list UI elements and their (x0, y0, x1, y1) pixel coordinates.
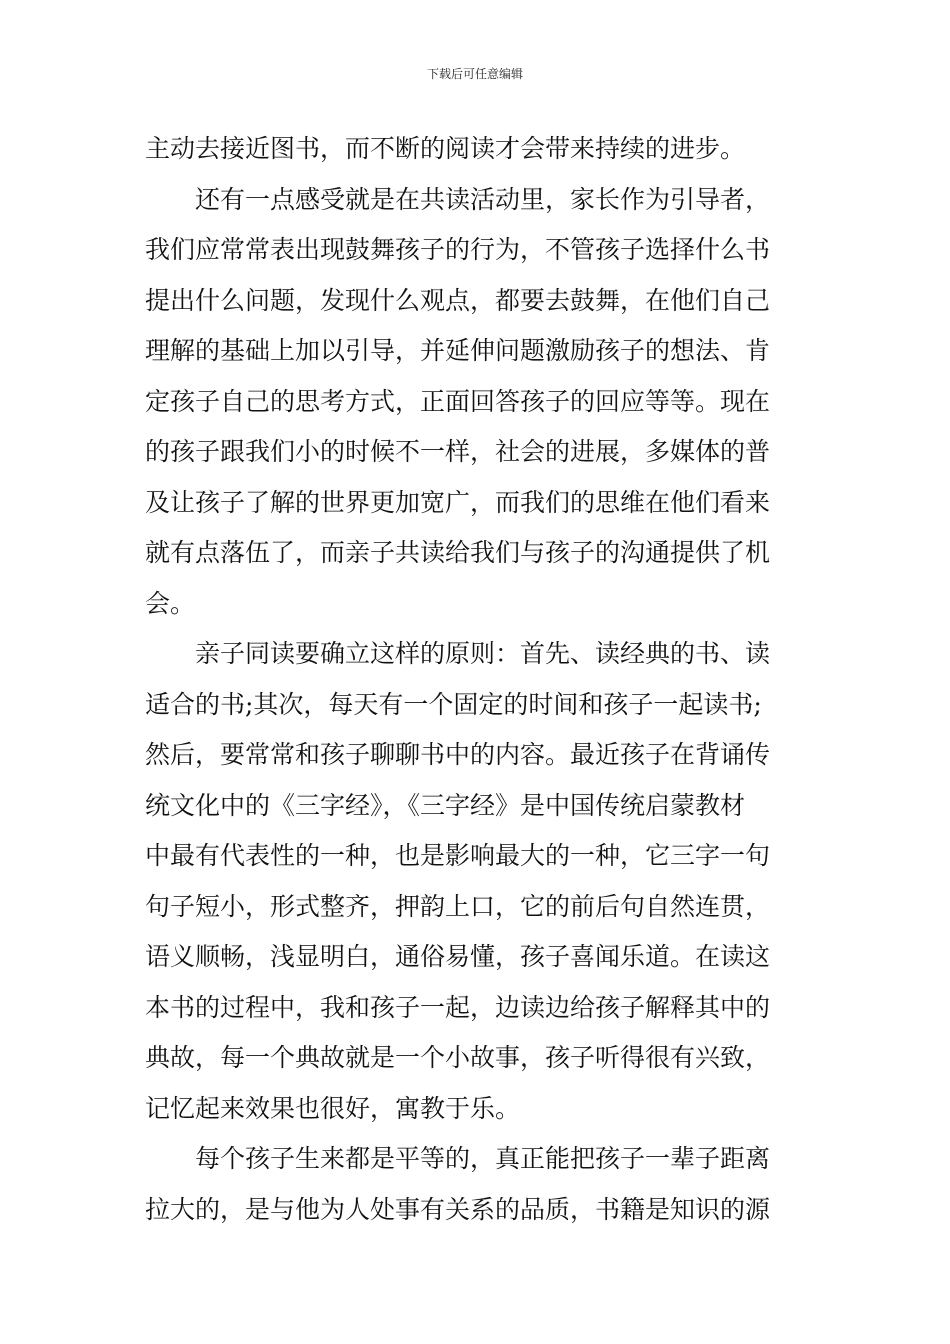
text-line: 本书的过程中，我和孩子一起，边读边给孩子解释其中的 (145, 992, 771, 1022)
text-line: 提出什么问题，发现什么观点，都要去鼓舞，在他们自己 (145, 285, 771, 315)
text-line: 统文化中的《三字经》，《三字经》是中国传统启蒙教材 (145, 790, 746, 820)
text-line: 每个孩子生来都是平等的，真正能把孩子一辈子距离 (195, 1144, 771, 1173)
text-line: 还有一点感受就是在共读活动里，家长作为引导者， (195, 184, 771, 214)
text-line: 理解的基础上加以引导，并延伸问题激励孩子的想法、肯 (145, 336, 771, 365)
text-line: 的孩子跟我们小的时候不一样，社会的进展，多媒体的普 (145, 437, 771, 466)
text-line: 语义顺畅，浅显明白，通俗易懂，孩子喜闻乐道。在读这 (145, 942, 771, 971)
text-line: 记忆起来效果也很好，寓教于乐。 (145, 1093, 521, 1123)
text-line: 定孩子自己的思考方式，正面回答孩子的回应等等。现在 (145, 386, 771, 416)
page-header: 下载后可任意编辑 (426, 67, 523, 81)
text-line: 适合的书;其次，每天有一个固定的时间和孩子一起读书; (145, 689, 762, 719)
document-body (145, 124, 807, 1235)
text-line: 然后，要常常和孩子聊聊书中的内容。最近孩子在背诵传 (145, 740, 771, 769)
text-line: 就有点落伍了，而亲子共读给我们与孩子的沟通提供了机 (145, 538, 771, 567)
text-line: 亲子同读要确立这样的原则：首先、读经典的书、读 (195, 639, 771, 668)
text-line: 句子短小，形式整齐，押韵上口，它的前后句自然连贯， (145, 891, 771, 921)
text-line: 会。 (145, 588, 196, 618)
text-line: 拉大的，是与他为人处事有关系的品质，书籍是知识的源 (145, 1194, 771, 1224)
text-line: 及让孩子了解的世界更加宽广，而我们的思维在他们看来 (145, 487, 771, 517)
text-line: 主动去接近图书，而不断的阅读才会带来持续的进步。 (145, 134, 746, 163)
text-line: 我们应常常表出现鼓舞孩子的行为，不管孩子选择什么书 (145, 235, 771, 264)
text-line: 中最有代表性的一种，也是影响最大的一种，它三字一句 (145, 841, 771, 870)
text-line: 典故，每一个典故就是一个小故事，孩子听得很有兴致， (145, 1043, 771, 1072)
